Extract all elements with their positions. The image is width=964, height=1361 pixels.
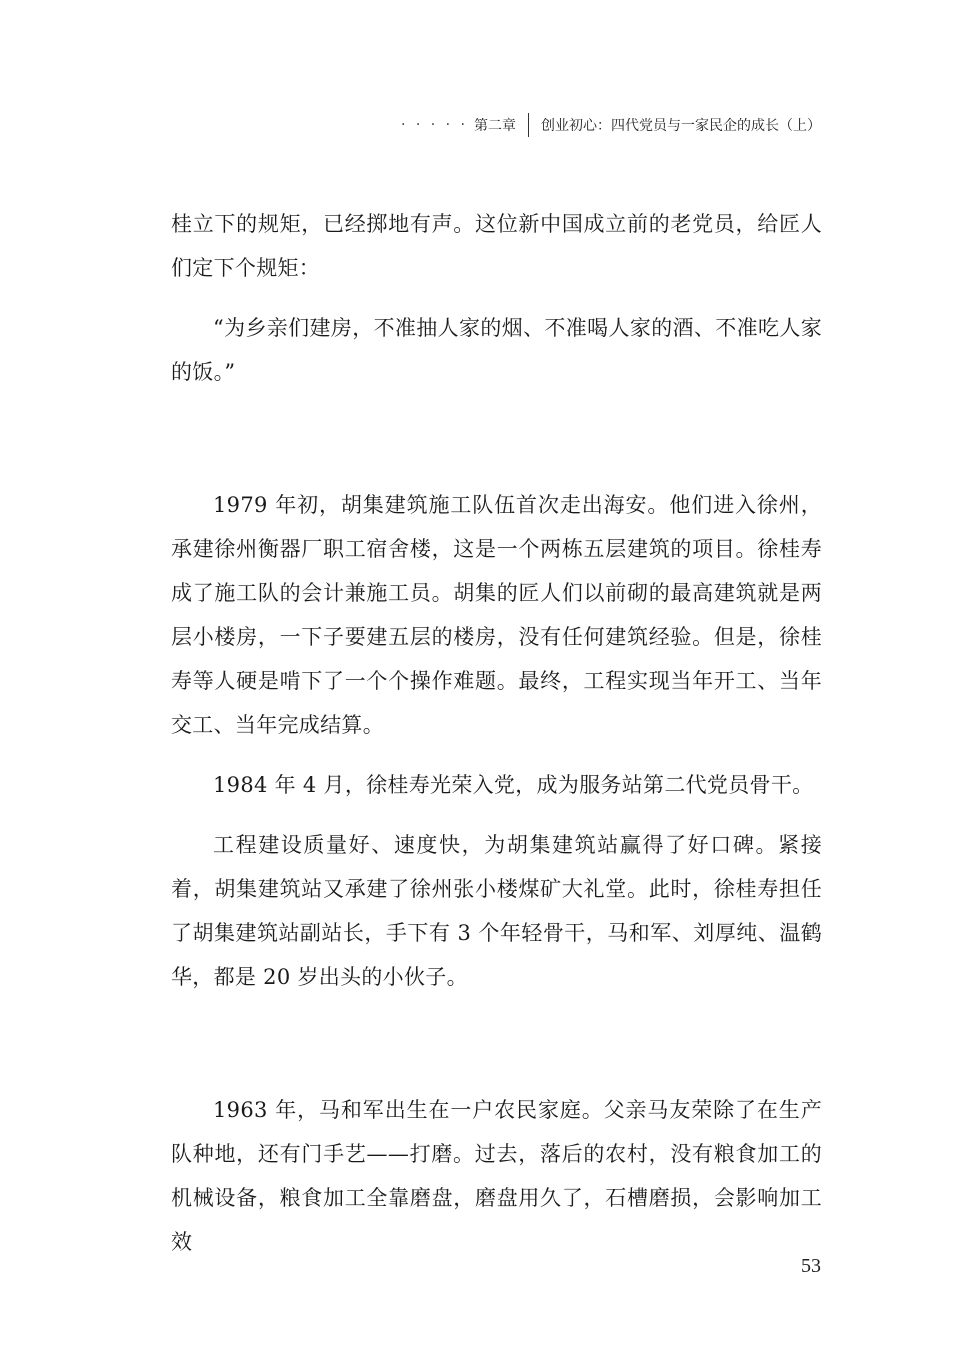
paragraph-1: 桂立下的规矩，已经掷地有声。这位新中国成立前的老党员，给匠人们定下个规矩： (171, 212, 822, 280)
chapter-label: 第二章 (474, 118, 516, 134)
header-divider (528, 113, 529, 137)
paragraph-3: 1979 年初，胡集建筑施工队伍首次走出海安。他们进入徐州，承建徐州衡器厂职工宿舍楼，这是一个两栋五层建筑的项目。徐桂寿成了施工队的会计兼施工员。胡集的匠人们以前砌的最高建筑就是两层小楼房，一下子要建五层的楼房，没有任何建筑经验。但是，徐桂寿等人硬是啃下了一个个操作难题。最终，工程实现当年开工、当年交工、当年完成结算。 (171, 493, 822, 737)
paragraph-gap (171, 807, 822, 823)
section-gap (171, 999, 822, 1088)
section-gap (171, 394, 822, 483)
running-header (401, 113, 821, 137)
body-text (171, 202, 822, 1264)
paragraph-gap (171, 747, 822, 763)
header-dots: · · · · · (400, 117, 468, 133)
chapter-title: 创业初心：四代党员与一家民企的成长（上） (541, 118, 821, 134)
paragraph-quote: “为乡亲们建房，不准抽人家的烟、不准喝人家的酒、不准吃人家的饭。” (171, 316, 822, 384)
paragraph-5: 工程建设质量好、速度快，为胡集建筑站赢得了好口碑。紧接着，胡集建筑站又承建了徐州张小楼煤矿大礼堂。此时，徐桂寿担任了胡集建筑站副站长，手下有 3 个年轻骨干，马和军、刘厚纯、温鹤华，都是 20 岁出头的小伙子。 (171, 833, 822, 989)
paragraph-6: 1963 年，马和军出生在一户农民家庭。父亲马友荣除了在生产队种地，还有门手艺——打磨。过去，落后的农村，没有粮食加工的机械设备，粮食加工全靠磨盘，磨盘用久了，石槽磨损，会影响加工效 (171, 1098, 822, 1254)
paragraph-4: 1984 年 4 月，徐桂寿光荣入党，成为服务站第二代党员骨干。 (213, 773, 814, 797)
paragraph-gap (171, 290, 822, 306)
page-number: 53 (801, 1255, 821, 1277)
